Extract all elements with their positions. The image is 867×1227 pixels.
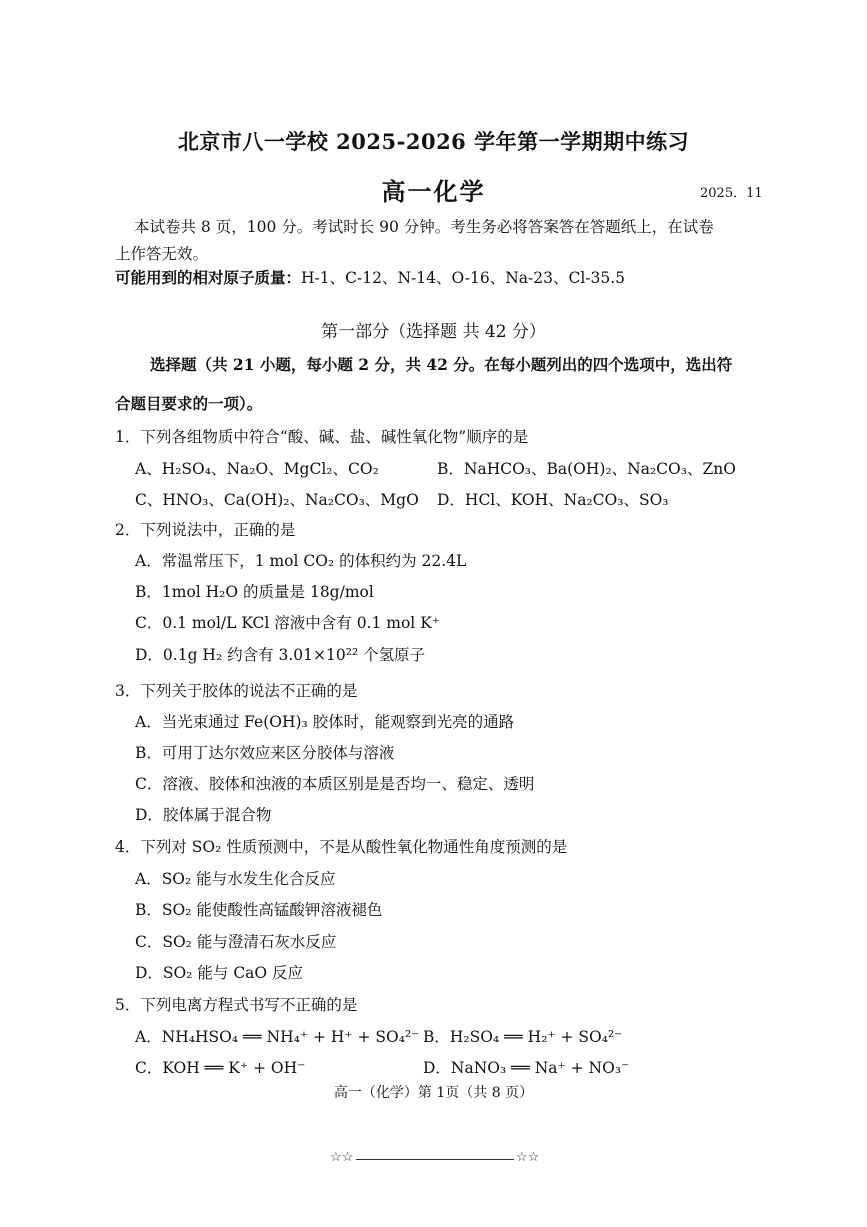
star-icon: ☆☆	[516, 1150, 540, 1165]
divider-line	[356, 1159, 514, 1160]
atomic-mass-label: 可能用到的相对原子质量：	[115, 268, 302, 287]
question-2-option-a: A．常温常压下，1 mol CO₂ 的体积约为 22.4L	[135, 552, 467, 570]
question-5-option-c: C．KOH ══ K⁺ + OH⁻	[135, 1059, 306, 1077]
question-1-option-d: D．HCl、KOH、Na₂CO₃、SO₃	[437, 491, 669, 509]
question-1-option-c: C、HNO₃、Ca(OH)₂、Na₂CO₃、MgO	[135, 491, 419, 509]
question-2-option-d: D．0.1g H₂ 约含有 3.01×10²² 个氢原子	[135, 646, 426, 664]
question-3-option-c: C．溶液、胶体和浊液的本质区别是是否均一、稳定、透明	[135, 775, 535, 793]
section-instruction-1: 选择题（共 21 小题，每小题 2 分，共 42 分。在每小题列出的四个选项中，选出符	[150, 355, 733, 374]
question-1-stem: 1．下列各组物质中符合“酸、碱、盐、碱性氧化物”顺序的是	[115, 428, 529, 446]
question-3-option-a: A．当光束通过 Fe(OH)₃ 胶体时，能观察到光亮的通路	[135, 713, 515, 731]
footer-decoration	[330, 1150, 540, 1170]
page-footer: 高一（化学）第 1页（共 8 页）	[333, 1085, 534, 1101]
section-instruction-2: 合题目要求的一项）。	[115, 394, 263, 413]
question-5-option-b: B．H₂SO₄ ══ H₂⁺ + SO₄²⁻	[423, 1028, 623, 1046]
question-5-stem: 5．下列电离方程式书写不正确的是	[115, 996, 358, 1014]
intro-line-2: 上作答无效。	[115, 245, 209, 263]
exam-date: 2025．11	[700, 186, 763, 201]
star-icon: ☆☆	[330, 1150, 354, 1165]
question-2-option-c: C．0.1 mol/L KCl 溶液中含有 0.1 mol K⁺	[135, 614, 440, 632]
question-2-stem: 2．下列说法中，正确的是	[115, 521, 296, 539]
question-3-option-b: B．可用丁达尔效应来区分胶体与溶液	[135, 744, 395, 762]
atomic-mass-values: H-1、C-12、N-14、O-16、Na-23、Cl-35.5	[301, 269, 626, 287]
question-4-option-c: C．SO₂ 能与澄清石灰水反应	[135, 933, 337, 951]
question-4-option-b: B．SO₂ 能使酸性高锰酸钾溶液褪色	[135, 901, 383, 919]
question-4-stem: 4．下列对 SO₂ 性质预测中，不是从酸性氧化物通性角度预测的是	[115, 838, 568, 856]
exam-title: 北京市八一学校 2025-2026 学年第一学期期中练习	[177, 129, 690, 154]
intro-line-1: 本试卷共 8 页，100 分。考试时长 90 分钟。考生务必将答案答在答题纸上，在试卷	[134, 218, 714, 236]
section-title: 第一部分（选择题 共 42 分）	[321, 322, 546, 342]
question-1-option-a: A、H₂SO₄、Na₂O、MgCl₂、CO₂	[135, 460, 379, 478]
question-4-option-d: D．SO₂ 能与 CaO 反应	[135, 964, 304, 982]
question-5-option-a: A．NH₄HSO₄ ══ NH₄⁺ + H⁺ + SO₄²⁻	[135, 1028, 420, 1046]
question-2-option-b: B．1mol H₂O 的质量是 18g/mol	[135, 583, 374, 601]
question-3-option-d: D．胶体属于混合物	[135, 806, 272, 824]
question-3-stem: 3．下列关于胶体的说法不正确的是	[115, 682, 358, 700]
exam-subject: 高一化学	[381, 177, 486, 206]
question-1-option-b: B．NaHCO₃、Ba(OH)₂、Na₂CO₃、ZnO	[437, 460, 736, 478]
question-5-option-d: D．NaNO₃ ══ Na⁺ + NO₃⁻	[423, 1059, 630, 1077]
atomic-mass-line	[115, 266, 625, 288]
question-4-option-a: A．SO₂ 能与水发生化合反应	[135, 870, 336, 888]
